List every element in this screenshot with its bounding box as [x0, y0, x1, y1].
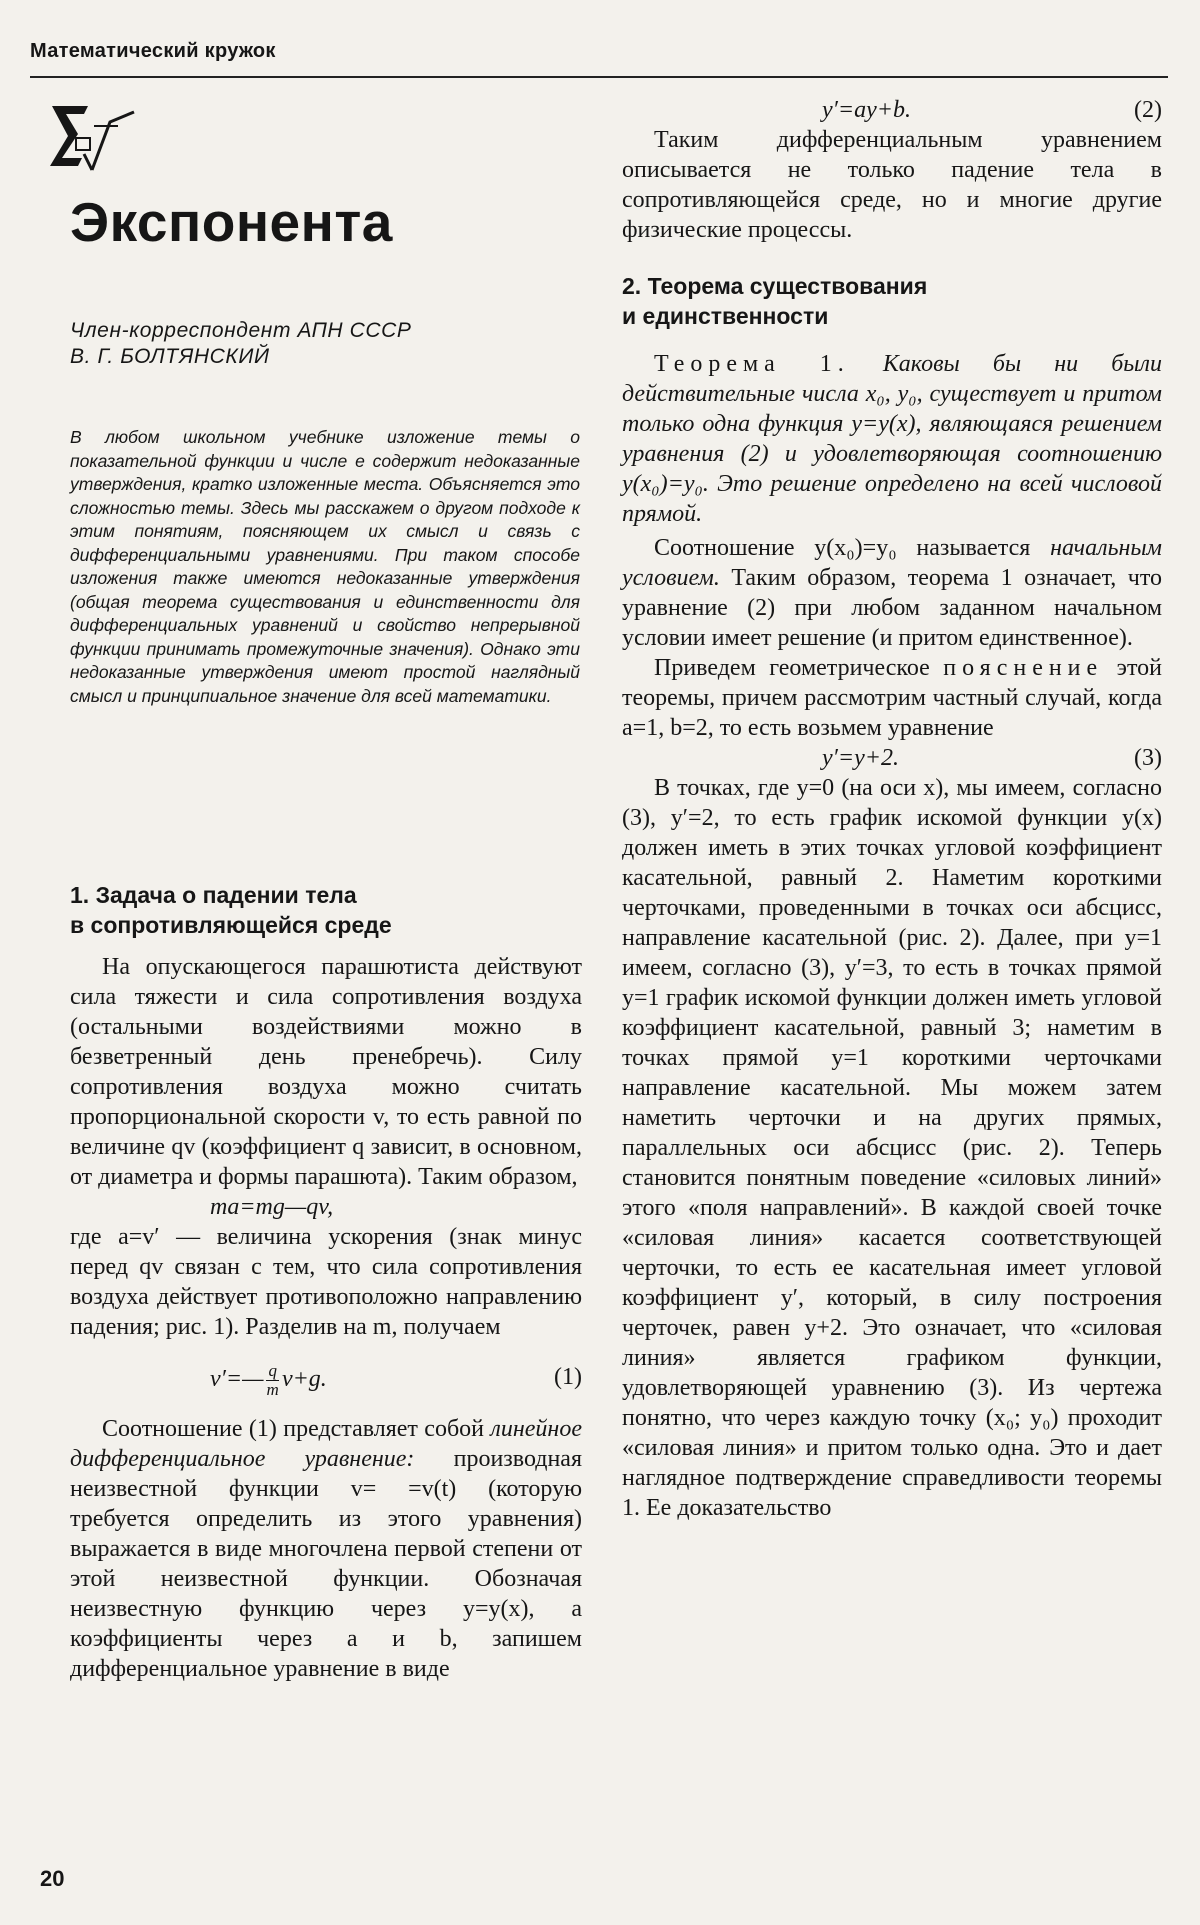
- header-rule: [30, 76, 1168, 78]
- formula-1: v′=— $\frac{q}{m}$ v+g. (1): [210, 1361, 582, 1399]
- paragraph: Соотношение (1) представляет собой линейное дифференциальное уравнение: производная неизвестной функции v= =v(t) (которую требуется определить из этого уравнения) выражается в виде многочлена первой степени от этой неизвестной функции. Обозначая неизвестную функцию через y=y(x), а коэффициенты через a и b, запишем дифференциальное уравнение в виде: [70, 1416, 582, 1682]
- formula-2: y′=ay+b. (2): [822, 97, 1162, 123]
- equation-number: (3): [1134, 745, 1162, 771]
- running-header: Математический кружок: [30, 40, 276, 62]
- equation-number: (1): [554, 1364, 582, 1390]
- author-block: [70, 318, 570, 370]
- section1-body: [70, 952, 582, 1684]
- section1-heading: 1. Задача о падении тела в сопротивляющейся среде: [70, 882, 392, 938]
- section2-heading: 2. Теорема существования и единственности: [622, 273, 928, 329]
- right-column: [622, 95, 1162, 1523]
- abstract: В любом школьном учебнике изложение темы о показательной функции и числе e содержит недоказанные утверждения, кратко изложенные места. Объясняется это сложностью темы. Здесь мы расскажем о другом подходе к этим понятиям, поясняющем их смысл и связь с дифференциальными уравнениями. При таком способе изложения также имеются недоказанные утверждения (общая теорема существования и единственности для дифференциальных уравнений и свойство непрерывной функции принимать промежуточные значения). Однако эти недоказанные утверждения имеют простой наглядный смысл и принципиальное значение для всей математики.: [70, 427, 580, 706]
- paragraph: Таким дифференциальным уравнением описывается не только падение тела в сопротивляющейся среде, но и многие другие физические процессы.: [622, 127, 1162, 243]
- article-title: Экспонента: [70, 191, 393, 253]
- formula-newton: ma=mg—qv,: [210, 1194, 334, 1220]
- author-name: В. Г. БОЛТЯНСКИЙ: [70, 345, 270, 368]
- paragraph: Приведем геометрическое пояснение этой теоремы, причем рассмотрим частный случай, когда a=1, b=2, то есть возьмем уравнение: [622, 655, 1162, 741]
- paragraph: Соотношение y(x₀)=y₀ называется начальным условием. Таким образом, теорема 1 означает, что уравнение (2) при любом заданном начальном условии имеет решение (и притом единственное).: [622, 535, 1162, 651]
- page-number: 20: [40, 1866, 65, 1891]
- paragraph: На опускающегося парашютиста действуют сила тяжести и сила сопротивления воздуха (остальными воздействиями можно в безветренный день пренебречь). Силу сопротивления воздуха можно считать пропорциональной скорости v, то есть равной по величине qv (коэффициент q зависит, в основном, от диаметра и формы парашюта). Таким образом,: [70, 954, 582, 1190]
- paragraph: В точках, где y=0 (на оси x), мы имеем, согласно (3), y′=2, то есть график искомой функции y(x) должен иметь в этих точках угловой коэффициент касательной, равный 2. Наметим короткими черточками, проведенными в точках оси абсцисс, направление касательной (рис. 2). Далее, при y=1 имеем, согласно (3), y′=3, то есть в точках прямой y=1 график искомой функции должен иметь угловой коэффициент касательной, равный 3; наметим в точках прямой y=1 короткими черточками направление касательной. Мы можем затем наметить черточки и на других прямых, параллельных оси абсцисс (рис. 2). Теперь становится понятным поведение «силовых линий» этого «поля направлений». В каждой своей точке «силовая линия» касается соответствующей черточки, то есть ее касательная имеет угловой коэффициент y′, который, в силу построения черточек, равен y+2. Это означает, что «силовая линия» является графиком функции, удовлетворяющей уравнению (3). Из чертежа понятно, что через каждую точку (x₀; y₀) проходит «силовая линия» и притом только одна. Это и дает наглядное подтверждение справедливости теоремы 1. Ее доказательство: [622, 775, 1162, 1521]
- theorem-1: Теорема 1. Каковы бы ни были действительные числа x₀, y₀, существует и притом только одна функция y=y(x), являющаяся решением уравнения (2) и удовлетворяющая соотношению y(x₀)=y₀. Это решение определено на всей числовой прямой.: [622, 351, 1162, 527]
- paragraph: где a=v′ — величина ускорения (знак минус перед qv связан с тем, что сила сопротивления воздуха действует противоположно направлению падения; рис. 1). Разделив на m, получаем: [70, 1224, 582, 1340]
- sigma-logo-icon: [48, 100, 138, 184]
- author-position: Член-корреспондент АПН СССР: [70, 319, 412, 342]
- formula-3: y′=y+2. (3): [822, 745, 1162, 771]
- equation-number: (2): [1134, 97, 1162, 123]
